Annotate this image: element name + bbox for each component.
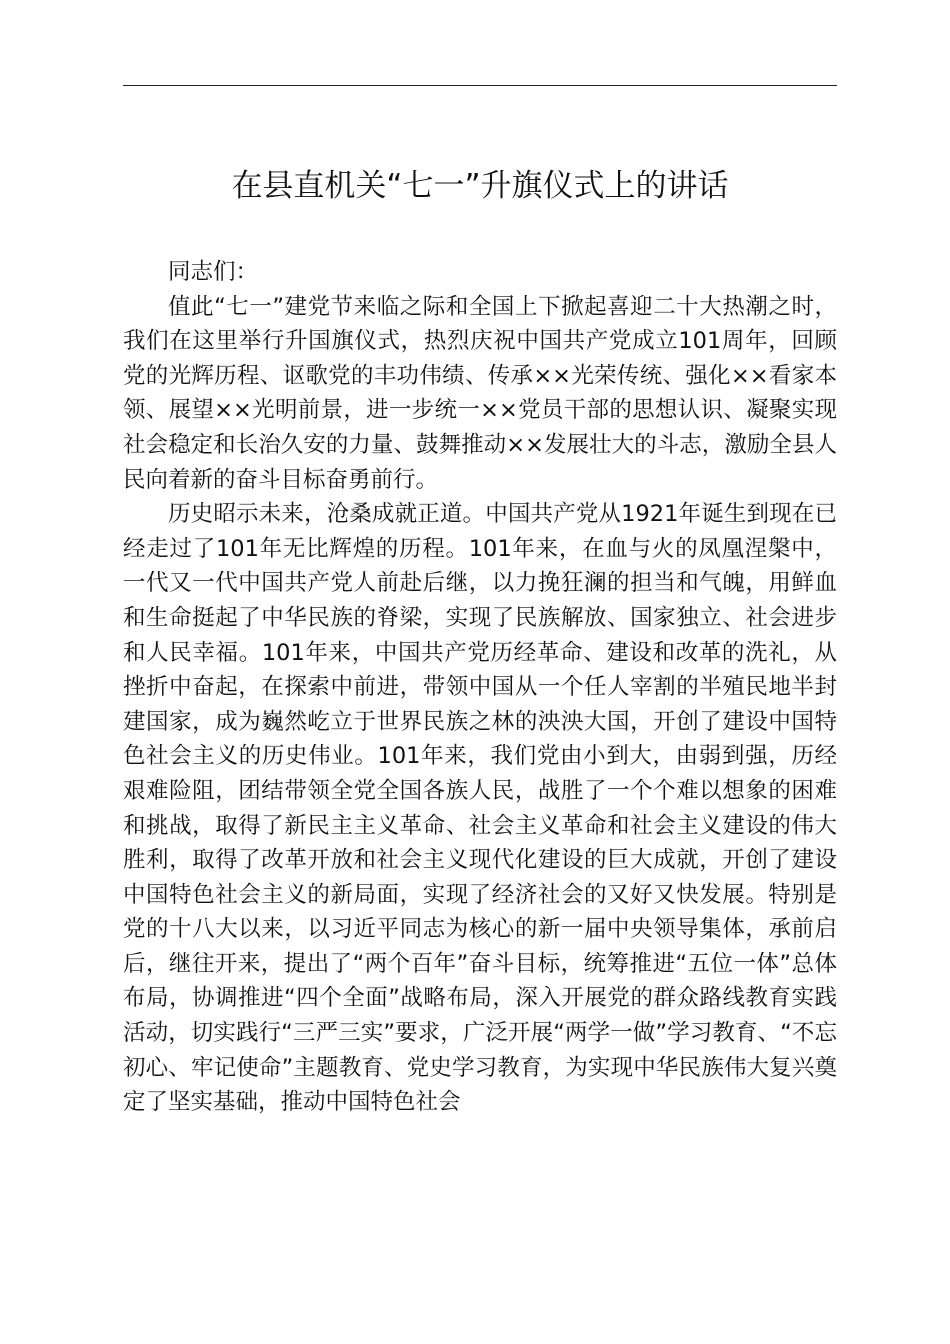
document-body [123, 255, 837, 1120]
paragraph-history: 历史昭示未来，沧桑成就正道。中国共产党从1921年诞生到现在已经走过了101年无比辉煌的历程。101年来，在血与火的凤凰涅槃中，一代又一代中国共产党人前赴后继，以力挽狂澜的担当和气魄，用鲜血和生命挺起了中华民族的脊梁，实现了民族解放、国家独立、社会进步和人民幸福。101年来，中国共产党历经革命、建设和改革的洗礼，从挫折中奋起，在探索中前进，带领中国从一个任人宰割的半殖民地半封建国家，成为巍然屹立于世界民族之林的泱泱大国，开创了建设中国特色社会主义的历史伟业。101年来，我们党由小到大，由弱到强，历经艰难险阻，团结带领全党全国各族人民，战胜了一个个难以想象的困难和挑战，取得了新民主主义革命、社会主义革命和社会主义建设的伟大胜利，取得了改革开放和社会主义现代化建设的巨大成就，开创了建设中国特色社会主义的新局面，实现了经济社会的又好又快发展。特别是党的十八大以来，以习近平同志为核心的新一届中央领导集体，承前启后，继往开来，提出了“两个百年”奋斗目标，统筹推进“五位一体”总体布局，协调推进“四个全面”战略布局，深入开展党的群众路线教育实践活动，切实践行“三严三实”要求，广泛开展“两学一做”学习教育、“不忘初心、牢记使命”主题教育、党史学习教育，为实现中华民族伟大复兴奠定了坚实基础，推动中国特色社会 [123, 501, 837, 1116]
salutation: 同志们： [168, 259, 259, 285]
document-title: 在县直机关“七一”升旗仪式上的讲话 [231, 168, 729, 204]
paragraph-intro: 值此“七一”建党节来临之际和全国上下掀起喜迎二十大热潮之时，我们在这里举行升国旗仪式，热烈庆祝中国共产党成立101周年，回顾党的光辉历程、讴歌党的丰功伟绩、传承××光荣传统、强化××看家本领、展望××光明前景，进一步统一××党员干部的思想认识、凝聚实现社会稳定和长治久安的力量、鼓舞推动××发展壮大的斗志，激励全县人民向着新的奋斗目标奋勇前行。 [123, 293, 837, 493]
header-rule [123, 85, 837, 86]
